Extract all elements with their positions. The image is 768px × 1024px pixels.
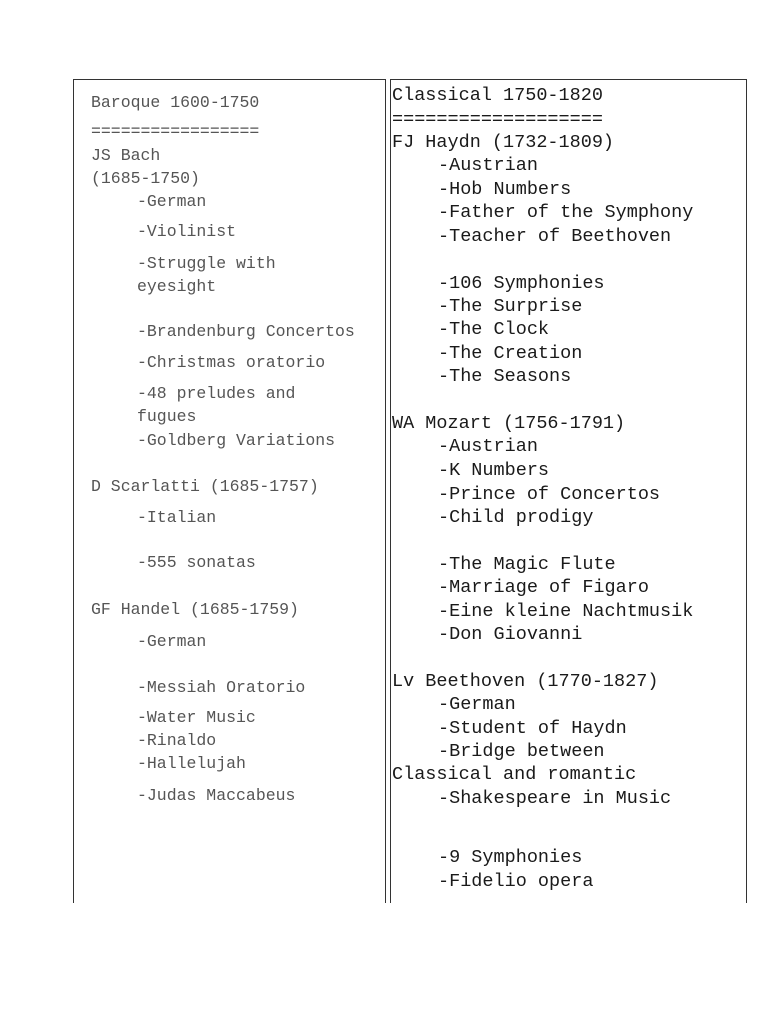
mozart-fact: -Marriage of Figaro (438, 577, 649, 598)
beethoven-fact: -Fidelio opera (438, 871, 594, 892)
baroque-title: Baroque 1600-1750 (91, 93, 260, 112)
mozart-fact: -K Numbers (438, 460, 550, 481)
beethoven-fact: -9 Symphonies (438, 847, 583, 868)
beethoven-fact: -Shakespeare in Music (438, 788, 672, 809)
bach-fact: -Brandenburg Concertos (137, 322, 355, 341)
bach-fact: -48 preludes and (137, 384, 296, 403)
bach-fact: fugues (137, 407, 197, 426)
handel-fact: -Rinaldo (137, 731, 217, 750)
haydn-fact: -The Creation (438, 343, 583, 364)
handel-fact: -Messiah Oratorio (137, 678, 306, 697)
bach-fact: -Struggle with (137, 254, 276, 273)
haydn-fact: -Austrian (438, 155, 538, 176)
handel-fact: -Hallelujah (137, 754, 246, 773)
haydn-fact: -Hob Numbers (438, 179, 572, 200)
classical-column (390, 79, 747, 903)
mozart-fact: -Don Giovanni (438, 624, 583, 645)
haydn-fact: -The Seasons (438, 366, 572, 387)
mozart-heading: WA Mozart (1756-1791) (392, 413, 626, 434)
beethoven-fact: Classical and romantic (392, 764, 637, 785)
handel-fact: -German (137, 632, 207, 651)
scarlatti-fact: -Italian (137, 508, 217, 527)
beethoven-heading: Lv Beethoven (1770-1827) (392, 671, 659, 692)
baroque-rule: ================= (91, 122, 260, 141)
bach-fact: -Goldberg Variations (137, 431, 336, 450)
haydn-fact: -The Clock (438, 319, 550, 340)
mozart-fact: -Austrian (438, 436, 538, 457)
handel-fact: -Water Music (137, 708, 256, 727)
haydn-fact: -Teacher of Beethoven (438, 226, 672, 247)
baroque-column (73, 79, 386, 903)
scarlatti-heading: D Scarlatti (1685-1757) (91, 477, 319, 496)
haydn-heading: FJ Haydn (1732-1809) (392, 132, 615, 153)
classical-rule: =================== (392, 109, 603, 130)
classical-title: Classical 1750-1820 (392, 85, 603, 106)
haydn-fact: -The Surprise (438, 296, 583, 317)
bach-fact: -German (137, 192, 207, 211)
beethoven-fact: -German (438, 694, 516, 715)
bach-fact: eyesight (137, 277, 217, 296)
mozart-fact: -Eine kleine Nachtmusik (438, 601, 694, 622)
handel-heading: GF Handel (1685-1759) (91, 600, 299, 619)
beethoven-fact: -Bridge between (438, 741, 605, 762)
bach-fact: -Christmas oratorio (137, 353, 326, 372)
bach-name: JS Bach (91, 146, 161, 165)
bach-years: (1685-1750) (91, 169, 200, 188)
bach-fact: -Violinist (137, 222, 237, 241)
beethoven-fact: -Student of Haydn (438, 718, 627, 739)
haydn-fact: -Father of the Symphony (438, 202, 694, 223)
haydn-fact: -106 Symphonies (438, 273, 605, 294)
mozart-fact: -Prince of Concertos (438, 484, 661, 505)
mozart-fact: -Child prodigy (438, 507, 594, 528)
handel-fact: -Judas Maccabeus (137, 786, 296, 805)
scarlatti-fact: -555 sonatas (137, 553, 256, 572)
mozart-fact: -The Magic Flute (438, 554, 616, 575)
